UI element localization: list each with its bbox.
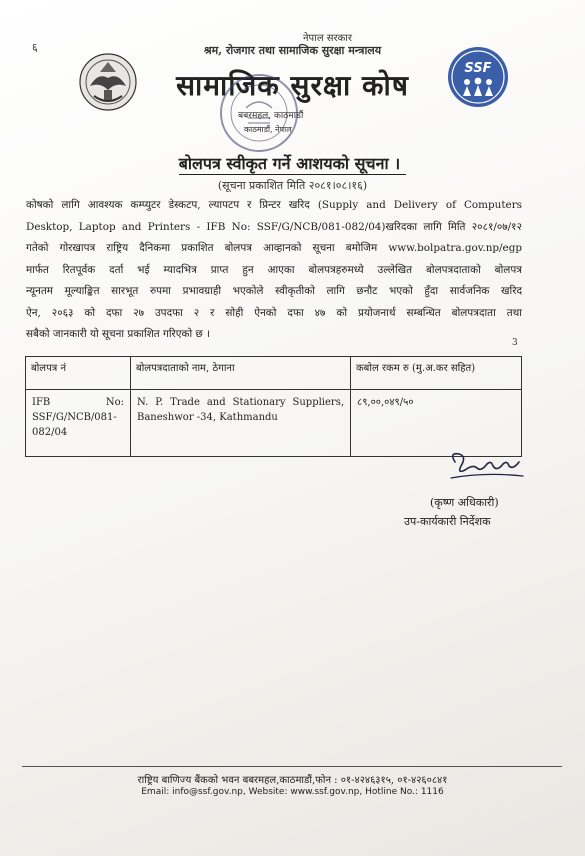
page-number: ६ [32,41,38,54]
organization-title: सामाजिक सुरक्षा कोष [176,69,409,102]
notice-body [26,195,522,346]
stamp-text: काठमाडौं, नेपाल [244,125,292,134]
table-header-row [26,357,522,390]
office-address [238,108,303,135]
table-row [26,390,522,457]
bid-table [25,356,522,457]
cell-amount: ८९,००,०४९/५० [351,390,522,457]
body-line: गतेको गोरखापत्र राष्ट्रिय दैनिकमा प्रकाशित बोलपत्र आव्हानको सूचना बमोजिम www.bolpatra.gov.np/egp [26,242,522,254]
body-line: मार्फत रितपूर्वक दर्ता भई म्यादभित्र प्राप्त हुन आएका बोलपत्रहरुमध्ये उल्लेखित बोलपत्रदाताको बोलपत्र [26,263,522,276]
signatory-name: (कृष्ण अधिकारी) [430,496,499,509]
body-line: कोषको लागि आवश्यक कम्प्युटर डेस्कटप, ल्यापटप र प्रिन्टर खरिद (Supply and Delivery of Computers [26,199,522,211]
body-line: न्यूनतम मूल्याङ्कित सारभूत रुपमा प्रभावग्राही भएकोले स्वीकृतीको लागि छनौट भएको हुँदा सार्वजनिक खरिद [26,285,522,297]
footer-divider [22,766,562,767]
footer-address: राष्ट्रिय बाणिज्य बैंकको भवन बबरमहल,काठमाडौं,फोन : ०१-४२४६३१५, ०१-४२६०८४१ [137,775,448,786]
publication-date: (सूचना प्रकाशित मिति २०८१।०८।१६) [217,179,368,192]
body-line: ऐन, २०६३ को दफा २७ उपदफा २ र सोही ऐनको दफा ४७ को प्रयोजनार्थ सम्बन्धित बोलपत्रदाता तथा [26,306,522,319]
notice-title-text: बोलपत्र स्वीकृत गर्ने आशयको सूचना । [179,154,406,175]
government-line: नेपाल सरकार [303,33,352,44]
header-ifb-no: बोलपत्र नं [26,357,131,390]
body-line: Desktop, Laptop and Printers - IFB No: SSF/G/NCB/081-082/04)खरिदका लागि मिति २०८१/०७/१२ [26,220,522,233]
ministry-name: श्रम, रोजगार तथा सामाजिक सुरक्षा मन्त्रालय [203,44,382,57]
address-text: बबरमहल, काठमाडौं [238,111,304,121]
notice-title [0,152,585,174]
cell-bidder: N. P. Trade and Stationary Suppliers, Baneshwor -34, Kathmandu [131,390,351,457]
body-line: सबैको जानकारी यो सूचना प्रकाशित गरिएको छ । [26,328,211,340]
margin-mark: 3 [512,338,518,348]
header-amount: कबोल रकम रु (मु.अ.कर सहित) [351,357,522,390]
svg-text:SSF: SSF [464,61,492,76]
footer-contact: Email: info@ssf.gov.np, Website: www.ssf.gov.np, Hotline No.: 1116 [141,787,444,797]
signature-icon [445,448,525,486]
cell-ifb-no: IFB No: SSF/G/NCB/081-082/04 [26,390,131,457]
header-bidder: बोलपत्रदाताको नाम, ठेगाना [131,357,351,390]
signatory-title: उप-कार्यकारी निर्देशक [404,515,491,528]
